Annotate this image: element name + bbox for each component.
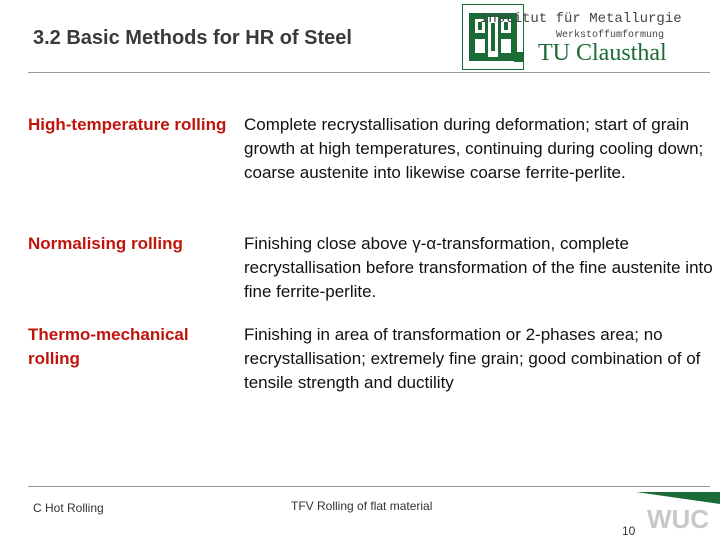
page-title: 3.2 Basic Methods for HR of Steel — [33, 27, 352, 49]
institute-name: Institut für Metallurgie — [480, 11, 682, 27]
term-label: High-temperature rolling — [28, 115, 227, 134]
university-name: TU Clausthal — [538, 40, 667, 66]
footer-chapter: C Hot Rolling — [33, 501, 104, 515]
footer-course: TFV Rolling of flat material — [291, 499, 433, 513]
term-label: Normalising rolling — [28, 234, 183, 253]
footer-divider — [28, 486, 710, 487]
wuc-logo-icon — [636, 490, 720, 536]
page-number: 10 — [622, 524, 636, 538]
term-label: Thermo-mechanical rolling — [28, 325, 189, 368]
tu-square-icon — [514, 52, 524, 62]
institute-department: Werkstoffumformung — [556, 30, 665, 41]
header-divider — [28, 72, 710, 73]
term-definition: Complete recrystallisation during deformation; start of grain growth at high temperatures, continuing during cooling down; coarse austenite into likewise coarse ferrite-perlite. — [244, 115, 704, 182]
term-definition: Finishing in area of transformation or 2-phases area; no recrystallisation; extremely fine grain; good combination of of tensile strength and ductility — [244, 325, 701, 392]
term-definition: Finishing close above γ-α-transformation, complete recrystallisation before transformation of the fine austenite into fine ferrite-perlite. — [244, 234, 713, 301]
wuc-logo-text: WUC — [646, 504, 710, 534]
